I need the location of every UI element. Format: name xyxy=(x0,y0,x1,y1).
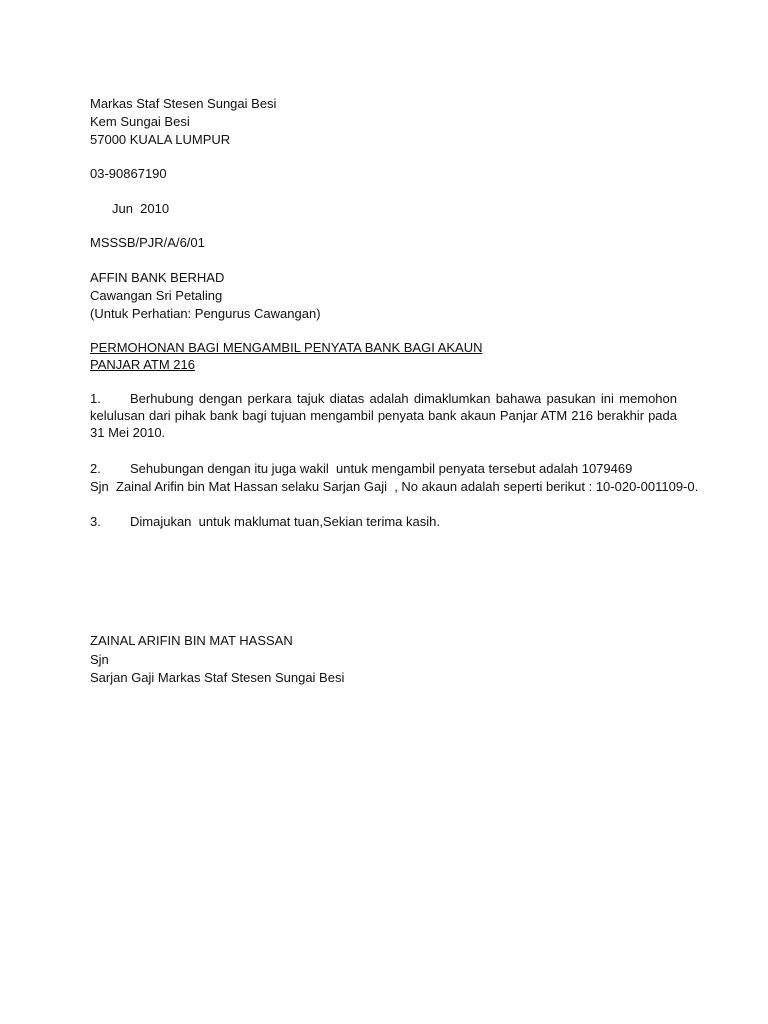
letter-date: Jun 2010 xyxy=(112,201,170,216)
recipient-line-2: Cawangan Sri Petaling xyxy=(90,288,223,303)
paragraph-3-text: Dimajukan untuk maklumat tuan,Sekian terima kasih. xyxy=(130,514,440,529)
paragraph-1 xyxy=(90,390,677,441)
paragraph-3 xyxy=(90,513,440,530)
paragraph-2-text-line-2: Sjn Zainal Arifin bin Mat Hassan selaku Sarjan Gaji , No akaun adalah seperti berikut : 10-020-001109-0. xyxy=(90,479,699,494)
paragraph-2-line-1 xyxy=(90,460,632,477)
signature-title: Sarjan Gaji Markas Staf Stesen Sungai Besi xyxy=(90,670,345,685)
sender-address-line-1: Markas Staf Stesen Sungai Besi xyxy=(90,96,277,111)
paragraph-1-number: 1. xyxy=(90,391,101,406)
subject-line-1: PERMOHONAN BAGI MENGAMBIL PENYATA BANK BAGI AKAUN xyxy=(90,340,483,355)
recipient-line-3: (Untuk Perhatian: Pengurus Cawangan) xyxy=(90,306,321,321)
sender-address-line-2: Kem Sungai Besi xyxy=(90,114,190,129)
paragraph-2-number: 2. xyxy=(90,461,101,476)
recipient-line-1: AFFIN BANK BERHAD xyxy=(90,270,225,285)
reference-number: MSSSB/PJR/A/6/01 xyxy=(90,235,205,250)
paragraph-3-number: 3. xyxy=(90,514,101,529)
sender-address-line-3: 57000 KUALA LUMPUR xyxy=(90,132,231,147)
phone-number: 03-90867190 xyxy=(90,166,167,181)
subject-line-2: PANJAR ATM 216 xyxy=(90,357,195,372)
paragraph-1-text: Berhubung dengan perkara tajuk diatas adalah dimaklumkan bahawa pasukan ini memohon kelulusan dari pihak bank bagi tujuan mengambil penyata bank akaun Panjar ATM 216 berakhir pada 31 Mei 2010. xyxy=(90,391,677,440)
paragraph-2-text-line-1: Sehubungan dengan itu juga wakil untuk mengambil penyata tersebut adalah 1079469 xyxy=(130,461,633,476)
signature-name: ZAINAL ARIFIN BIN MAT HASSAN xyxy=(90,633,293,648)
signature-rank: Sjn xyxy=(90,652,109,667)
